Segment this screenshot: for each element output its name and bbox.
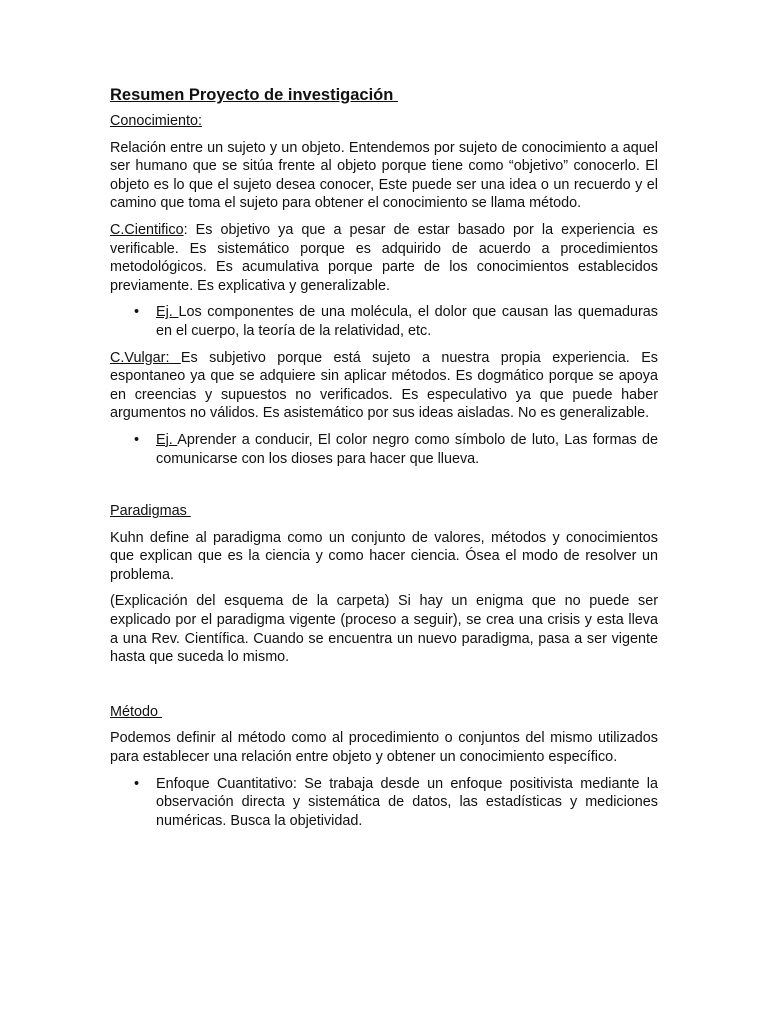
list-metodo — [110, 775, 658, 831]
paragraph-conocimiento: Relación entre un sujeto y un objeto. Entendemos por sujeto de conocimiento a aquel ser humano que se sitúa frente al objeto porque tiene como “objetivo” conocerlo. El objeto es lo que el sujeto desea conocer, Este puede ser una idea o un recuerdo y el camino que toma el sujeto para obtener el conocimiento se llama método. — [110, 139, 658, 212]
spacer — [110, 476, 658, 502]
list-cientifico — [110, 303, 658, 340]
paragraph-paradigmas-1: Kuhn define al paradigma como un conjunto de valores, métodos y conocimientos que explican que es la ciencia y como hacer ciencia. Ósea el modo de resolver un problema. — [110, 529, 658, 583]
spacer — [110, 675, 658, 703]
bullet-icon: • — [134, 775, 140, 792]
document-title: Resumen Proyecto de investigación — [110, 86, 398, 104]
document-page — [110, 84, 658, 838]
heading-conocimiento: Conocimiento: — [110, 113, 202, 129]
example-label: Ej. — [156, 304, 179, 321]
text-cientifico: : Es objetivo ya que a pesar de estar basado por la experiencia es verificable. Es sistemático porque es adquirido de acuerdo a procedimientos metodológicos. Es acumulativa porque parte de los conocimientos establecidos previamente. Es explicativa y generalizable. — [110, 221, 658, 294]
paragraph-cientifico — [110, 221, 658, 295]
label-vulgar: C.Vulgar: — [110, 349, 181, 366]
text-vulgar: Es subjetivo porque está sujeto a nuestra propia experiencia. Es espontaneo ya que se adquiere sin aplicar métodos. Es dogmático porque se apoya en creencias y supuestos no verificados. Es especulativo ya que puede haber argumentos no válidos. Es asistemático por sus ideas aisladas. No es generalizable. — [110, 349, 658, 422]
bullet-icon: • — [134, 431, 140, 448]
list-vulgar — [110, 431, 658, 468]
paragraph-paradigmas-2: (Explicación del esquema de la carpeta) Si hay un enigma que no puede ser explicado por el paradigma vigente (proceso a seguir), se crea una crisis y esta lleva a una Rev. Científica. Cuando se encuentra un nuevo paradigma, pasa a ser vigente hasta que suceda lo mismo. — [110, 593, 658, 666]
list-item — [134, 303, 658, 340]
list-item — [134, 431, 658, 468]
label-cientifico: C.Cientifico — [110, 221, 184, 238]
example-label: Ej. — [156, 431, 178, 448]
paragraph-metodo: Podemos definir al método como al procedimiento o conjuntos del mismo utilizados para establecer una relación entre objeto y obtener un conocimiento específico. — [110, 730, 658, 766]
paragraph-vulgar — [110, 349, 658, 423]
heading-paradigmas: Paradigmas — [110, 503, 191, 520]
list-item — [134, 775, 658, 831]
bullet-text: Enfoque Cuantitativo: Se trabaja desde un enfoque positivista mediante la observación directa y sistemática de datos, las estadísticas y mediciones numéricas. Busca la objetividad. — [156, 775, 658, 829]
example-text: Los componentes de una molécula, el dolor que causan las quemaduras en el cuerpo, la teoría de la relatividad, etc. — [156, 304, 658, 339]
heading-metodo: Método — [110, 703, 162, 720]
example-text: Aprender a conducir, El color negro como símbolo de luto, Las formas de comunicarse con los dioses para hacer que llueva. — [156, 431, 658, 467]
bullet-icon: • — [134, 304, 140, 321]
